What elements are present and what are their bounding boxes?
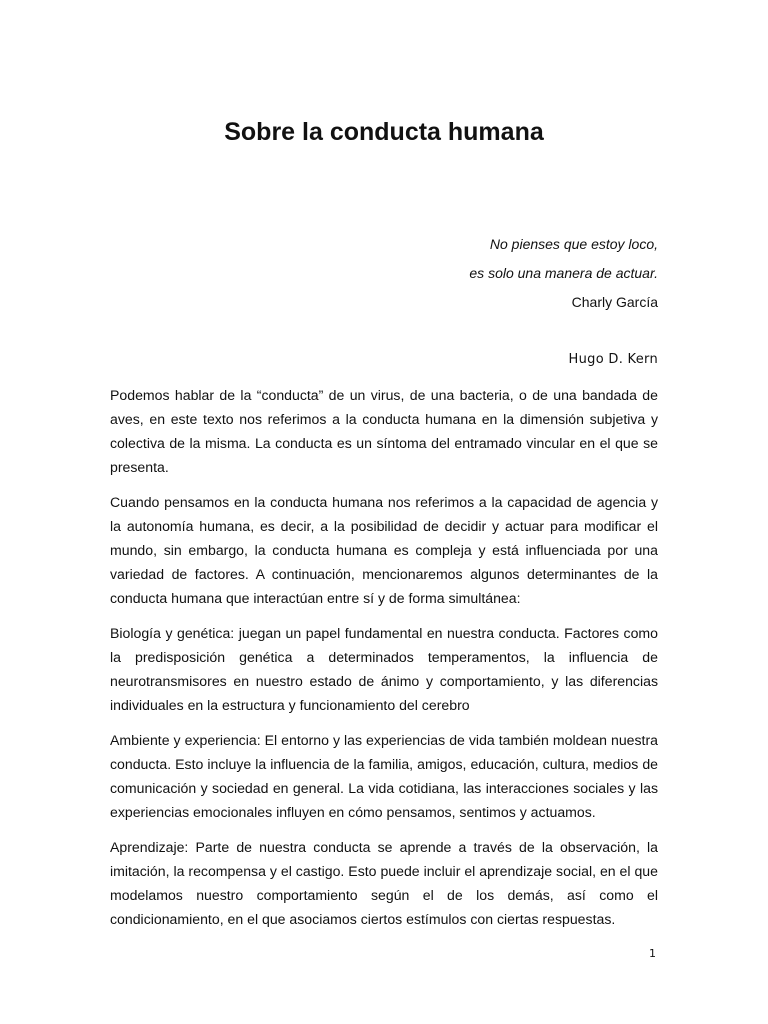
epigraph: [258, 230, 658, 317]
paragraph-1: Podemos hablar de la “conducta” de un virus, de una bacteria, o de una bandada de aves, en este texto nos referimos a la conducta humana en la dimensión subjetiva y colectiva de la misma. La conducta es un síntoma del entramado vincular en el que se presenta.: [110, 387, 658, 475]
epigraph-line-2: es solo una manera de actuar.: [469, 265, 658, 281]
body-text: [110, 383, 658, 942]
author-name: Hugo D. Kern: [568, 352, 658, 367]
epigraph-author: Charly García: [571, 294, 658, 310]
page-number: 1: [649, 947, 656, 960]
paragraph-5: Aprendizaje: Parte de nuestra conducta se aprende a través de la observación, la imitación, la recompensa y el castigo. Esto puede incluir el aprendizaje social, en el que modelamos nuestro comportamiento según el de los demás, así como el condicionamiento, en el que asociamos ciertos estímulos con ciertas respuestas.: [110, 839, 658, 927]
paragraph-4: Ambiente y experiencia: El entorno y las experiencias de vida también moldean nuestra conducta. Esto incluye la influencia de la familia, amigos, educación, cultura, medios de comunicación y sociedad en general. La vida cotidiana, las interacciones sociales y las experiencias emocionales influyen en cómo pensamos, sentimos y actuamos.: [110, 732, 658, 820]
epigraph-line-1: No pienses que estoy loco,: [489, 236, 658, 252]
paragraph-3: Biología y genética: juegan un papel fundamental en nuestra conducta. Factores como la predisposición genética a determinados temperamentos, la influencia de neurotransmisores en nuestro estado de ánimo y comportamiento, y las diferencias individuales en la estructura y funcionamiento del cerebro: [110, 625, 658, 713]
page-title: Sobre la conducta humana: [224, 118, 544, 146]
paragraph-2: Cuando pensamos en la conducta humana nos referimos a la capacidad de agencia y la autonomía humana, es decir, a la posibilidad de decidir y actuar para modificar el mundo, sin embargo, la conducta humana es compleja y está influenciada por una variedad de factores. A continuación, mencionaremos algunos determinantes de la conducta humana que interactúan entre sí y de forma simultánea:: [110, 494, 658, 606]
